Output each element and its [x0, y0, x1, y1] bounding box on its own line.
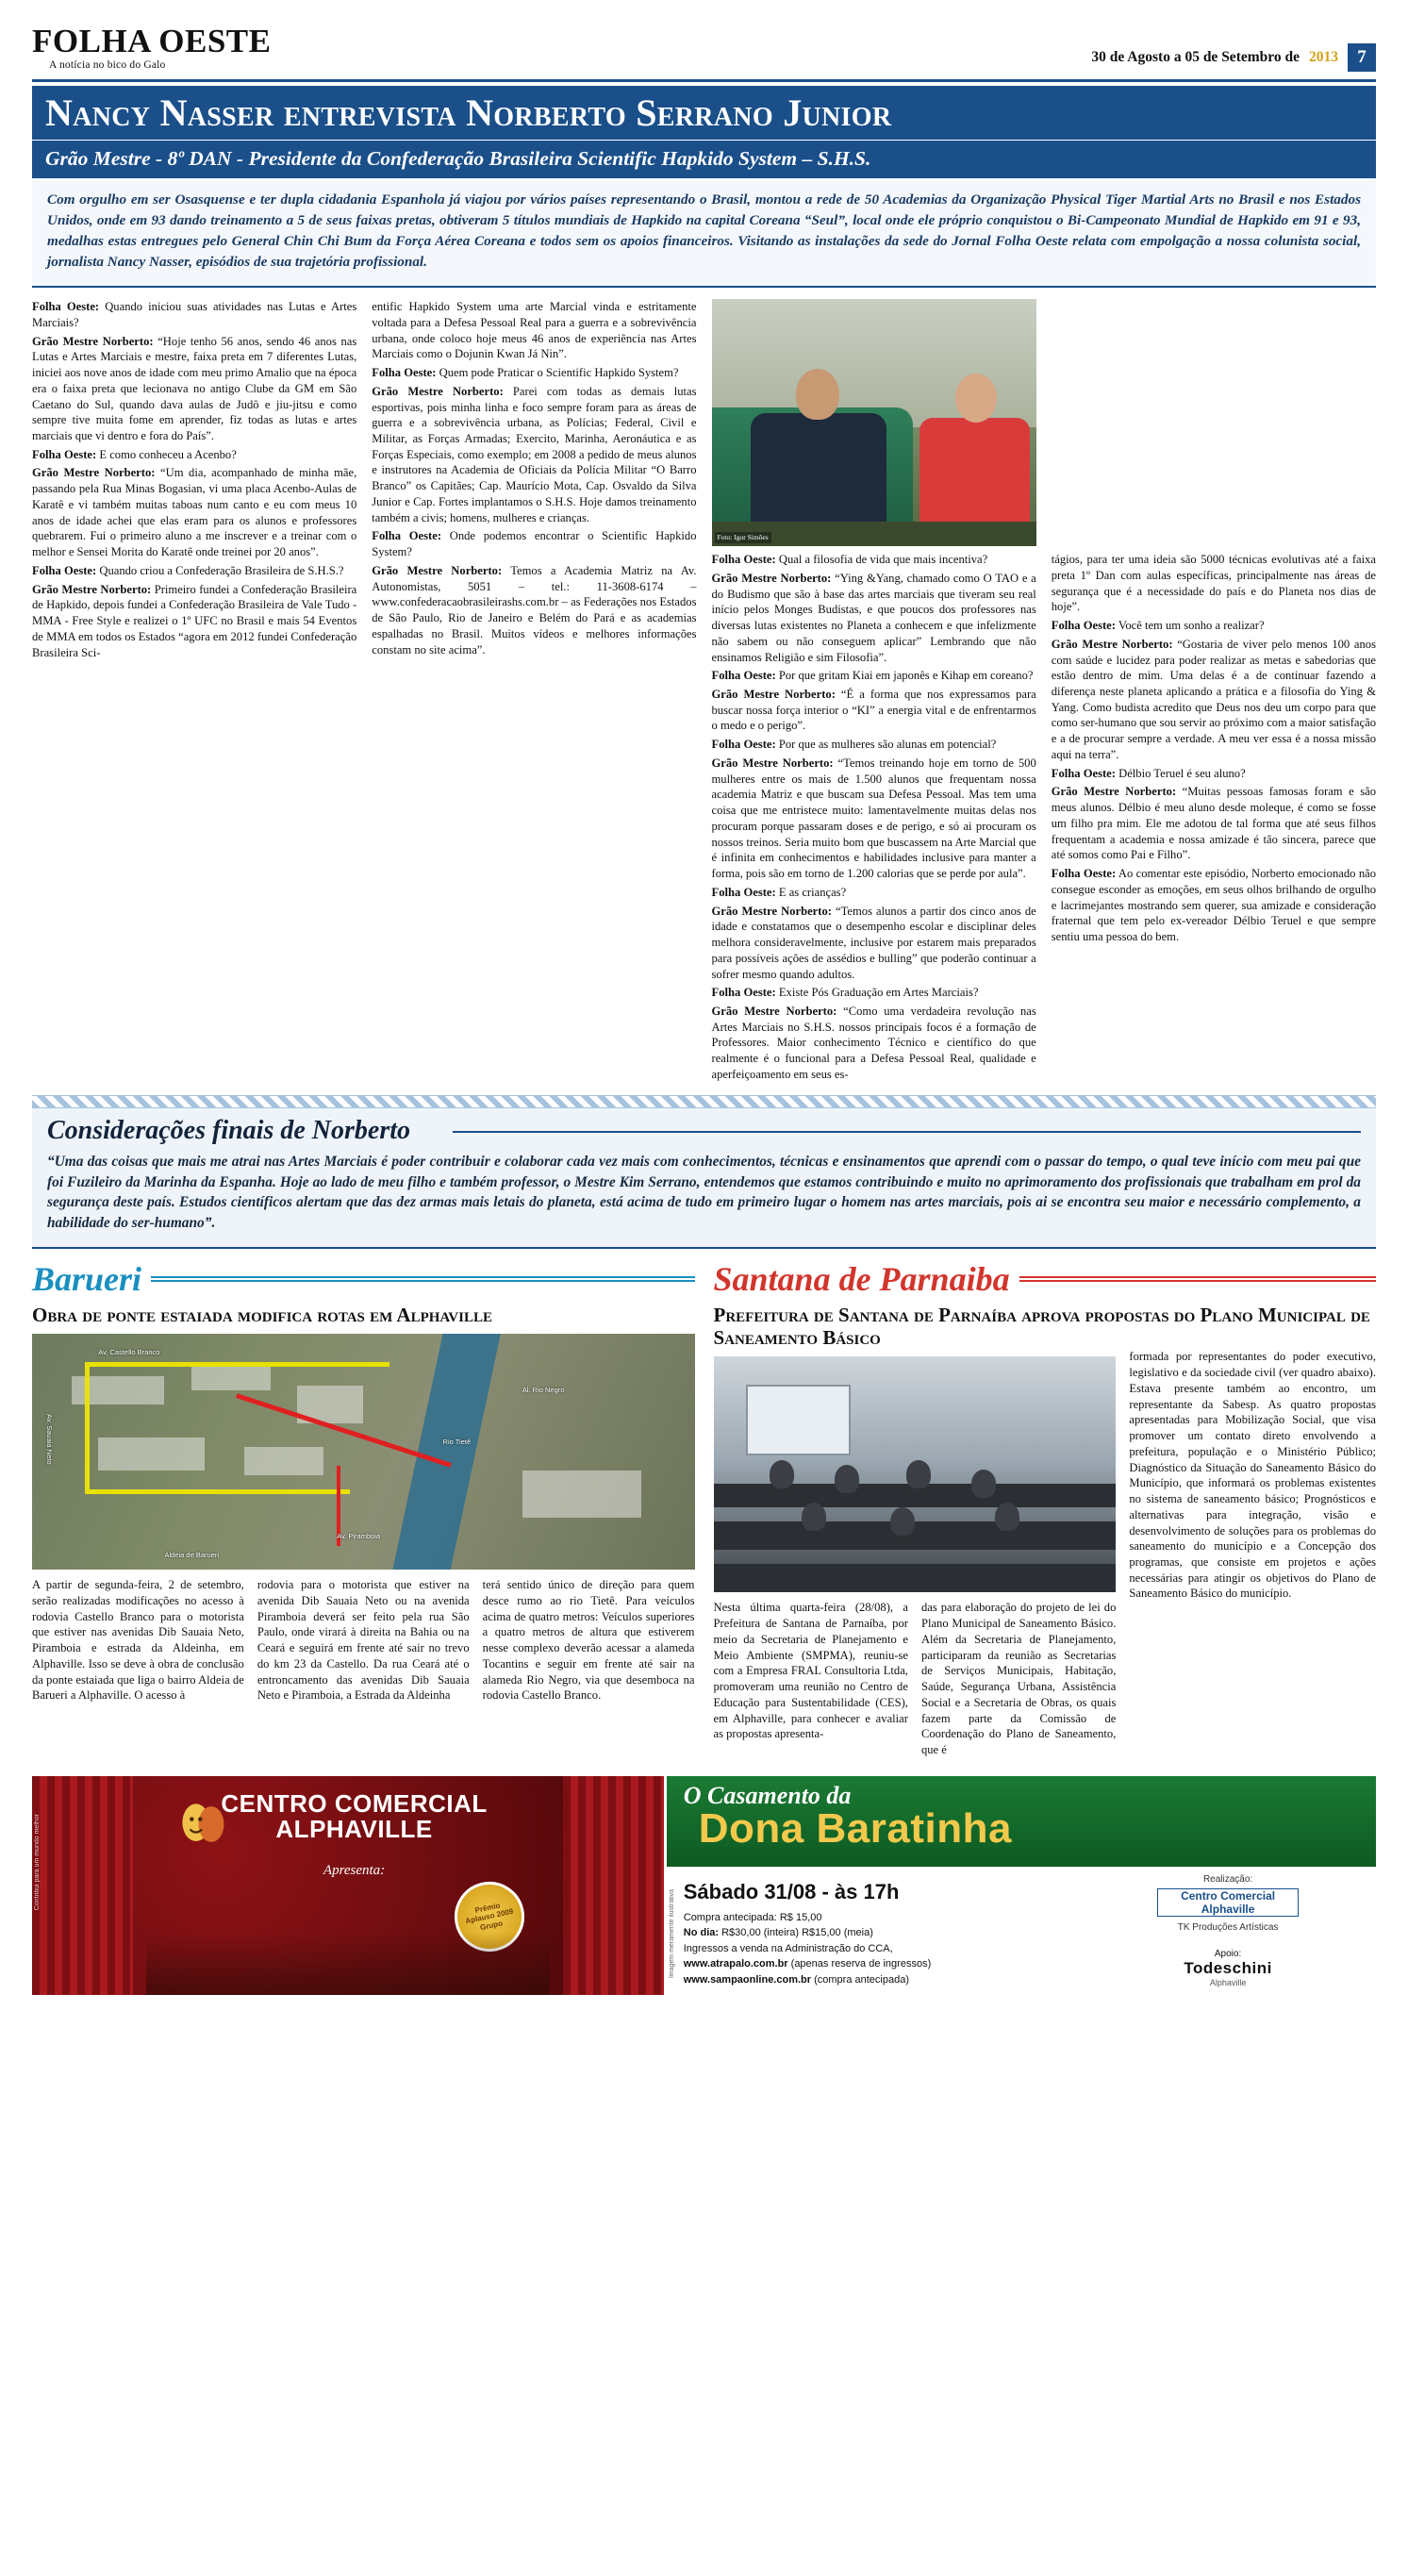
barueri-headline: Obra de ponte estaiada modifica rotas em Alphaville — [32, 1304, 492, 1327]
tickets-note: Ingressos a venda na Administração do CCA, — [683, 1942, 893, 1954]
realizacao-logo: Centro Comercial Alphaville — [1157, 1888, 1299, 1917]
masthead-brand — [32, 25, 272, 72]
award-seal: Prêmio Aplauso 2009 Grupo — [449, 1875, 532, 1958]
ad-site-2-note: (compra antecipada) — [814, 1973, 909, 1986]
qa-text: Quando iniciou suas atividades nas Lutas e Artes Marciais? — [32, 300, 357, 329]
map-label: Av. Castello Branco — [98, 1348, 160, 1357]
qa-speaker: Grão Mestre Norberto: — [1051, 637, 1173, 651]
photo-scene — [712, 299, 1036, 546]
price-door-value: R$30,00 (inteira) R$15,00 (meia) — [721, 1927, 873, 1939]
ad-apoio — [1093, 1949, 1363, 1987]
qa-speaker: Grão Mestre Norberto: — [32, 334, 154, 348]
qa-item — [32, 563, 356, 579]
qa-speaker: Grão Mestre Norberto: — [711, 756, 834, 770]
final-considerations-box — [32, 1108, 1376, 1250]
qa-item — [1052, 552, 1376, 615]
ad-site-1[interactable]: www.atrapalo.com.br — [683, 1958, 788, 1970]
photo-credit: Foto: Igor Simões — [715, 532, 771, 543]
qa-speaker: Folha Oeste: — [711, 553, 776, 567]
ad-ticket-info — [684, 1910, 1081, 1988]
qa-item — [712, 571, 1036, 665]
paragraph: Nesta última quarta-feira (28/08), a Prefeitura de Santana de Parnaíba, por meio da Secretaria de Planejamento e Meio Ambiente (SMPMA), reuniu-se com a Empresa FRAL Consultoria Ltda, promoveram uma reunião no Centro de Educação para Sustentabilidade (CES), em Alphaville, para conhecer e avaliar as propostas apresenta- — [713, 1601, 908, 1741]
barueri-rule — [151, 1276, 694, 1282]
paragraph: formada por representantes do poder executivo, legislativo e da sociedade civil (ver quadro abaixo). Estava presente também ao encontro, um representante da Sabesp. As quatro propostas apresentadas para Mobilização Social, que visa promover um contato direto envolvendo a prefeitura, população e o Ministério Público; Diagnóstico da Situação do Saneamento Básico do Município, que informará os problemas existentes no sistema de saneamento básico; Prognósticos e alternativas para integração, visão e desenvolvimento de soluções para os problemas do saneamento do município e a Concepção dos programas, que consiste em projetos e ações necessárias para atingir os objetivos do Plano de Saneamento Básico do município. — [1129, 1350, 1376, 1601]
masthead-dateline — [1091, 43, 1376, 72]
ad-site-2[interactable]: www.sampaonline.com.br — [683, 1973, 812, 1986]
article-subhead: Grão Mestre - 8º DAN - Presidente da Confederação Brasileira Scientific Hapkido System – S.H.S. — [45, 147, 871, 171]
ad-banner — [667, 1776, 1376, 1867]
curtain-right — [563, 1776, 664, 1995]
qa-item — [712, 552, 1036, 568]
paragraph: rodovia para o motorista que estiver na avenida Dib Sauaia Neto ou na avenida Piramboia deverá ser feito pela rua São Paulo, onde virará à direita na Bahia ou na Ceará e seguirá em frente até sair no trevo do km 23 da Castello. Da rua Ceará até o entroncamento das avenidas Dib Sauaia Neto e Piramboia, a Estrada da Aldeinha — [257, 1578, 470, 1703]
headline-band — [32, 86, 1376, 141]
santana-title-row — [713, 1260, 1377, 1299]
price-door — [684, 1925, 1081, 1941]
meeting-scene — [714, 1356, 1117, 1592]
decorative-divider — [32, 1095, 1376, 1108]
paragraph: das para elaboração do projeto de lei do Plano Municipal de Saneamento Básico. Além da Secretaria de Planejamento, participaram da reunião as Secretarias de Serviços Municipais, Habitação, Saúde, Segurança Urbana, Assistência Social e a Secretaria de Obras, os quais fazem parte da Comissão de Coordenação do Plano de Saneamento, que é — [920, 1601, 1117, 1757]
interview-column-4 — [1052, 299, 1376, 1086]
ad-right-credit: Imagem meramente ilustrativa — [668, 1888, 675, 1978]
qa-item — [712, 985, 1036, 1001]
qa-text: Quem pode Praticar o Scientific Hapkido System? — [436, 366, 679, 380]
santana-city-name: Santana de Parnaiba — [713, 1260, 1010, 1299]
masthead-rule — [32, 79, 1376, 82]
partner-logo: TK Produções Artísticas — [1177, 1921, 1279, 1933]
qa-speaker: Grão Mestre Norberto: — [372, 384, 504, 398]
qa-speaker: Folha Oeste: — [32, 300, 100, 314]
barueri-city-name: Barueri — [32, 1260, 142, 1299]
final-considerations-title: Considerações finais de Norberto — [47, 1116, 1361, 1146]
qa-item — [32, 582, 356, 661]
santana-body-col-2 — [921, 1600, 1116, 1760]
barueri-body — [32, 1577, 695, 1706]
ad-realizacao — [1093, 1874, 1363, 1933]
ad-dona-baratinha[interactable] — [664, 1776, 1376, 1995]
map-label: Av. Piramboia — [337, 1532, 381, 1541]
qa-text: E as crianças? — [775, 885, 847, 899]
barueri-body-col-3 — [483, 1577, 695, 1706]
qa-speaker: Folha Oeste: — [711, 669, 776, 683]
barueri-title-row — [32, 1260, 695, 1299]
qa-speaker: Grão Mestre Norberto: — [1051, 785, 1177, 799]
ad-title — [158, 1788, 550, 1844]
realizacao-label: Realização: — [1202, 1873, 1253, 1885]
qa-item — [712, 668, 1036, 684]
qa-speaker: Folha Oeste: — [32, 563, 97, 577]
barueri-body-col-2 — [257, 1577, 470, 1706]
city-sections — [32, 1262, 1376, 1761]
qa-item — [712, 904, 1036, 983]
price-door-label: No dia: — [683, 1927, 720, 1939]
qa-item — [712, 687, 1036, 734]
qa-text: Por que as mulheres são alunas em potencial? — [775, 738, 997, 752]
masthead-title: FOLHA OESTE — [32, 23, 272, 59]
santana-rule — [1019, 1276, 1376, 1282]
qa-text: Qual a filosofia de vida que mais incentiva? — [775, 553, 988, 567]
section-barueri — [32, 1262, 695, 1761]
santana-body-col-3 — [1129, 1349, 1376, 1760]
advertisements — [32, 1776, 1376, 1995]
qa-item — [1052, 866, 1376, 945]
santana-meeting-photo — [714, 1356, 1117, 1592]
qa-speaker: Folha Oeste: — [711, 986, 776, 1000]
interview-column-1 — [32, 299, 356, 1086]
photo-spacer — [1052, 299, 1376, 546]
qa-item — [712, 737, 1036, 753]
ad-site-1-row — [684, 1956, 1081, 1972]
qa-item — [712, 756, 1036, 882]
paragraph: A partir de segunda-feira, 2 de setembro, serão realizadas modificações no acesso à rodovia Castello Branco para o motorista que estiver nas avenidas Dib Sauaia Neto, Piramboia e estrada da Aldeinha, em Alphaville. Isso se deve à obra de conclusão da ponte estaiada que liga o bairro Aldeia de Barueri a Alphaville. O acesso à — [32, 1578, 244, 1703]
qa-speaker: Grão Mestre Norberto: — [32, 582, 152, 596]
qa-speaker: Grão Mestre Norberto: — [711, 688, 836, 702]
qa-text: “É a forma que nos expressamos para buscar nossa força interior o “KI” a energia vital e de enfrentarmos o medo e o perigo”. — [711, 688, 1036, 733]
aerial-map — [32, 1334, 695, 1570]
qa-text: Por que gritam Kiai em japonês e Kihap em coreano? — [775, 669, 1034, 683]
masthead — [32, 25, 1376, 77]
final-considerations-text: “Uma das coisas que mais me atrai nas Artes Marciais é poder contribuir e colaborar cada vez mais com conhecimentos, técnicas e ensinamentos que aprendi com o passar do tempo, o qual teve início com meu pai que foi Fuzileiro da Marinha da Espanha. Hoje ao lado de meu filho e também professor, o Mestre Kim Serrano, entendemos que estamos contribuindo e muito no aprimoramento dos profissionais que trabalham em prol da segurança deste país. Estudos científicos alertam que das dez armas mais letais do planeta, está acima de tudo em primeiro lugar o homem nas artes marciais, pois ai se encontra seu maior e necessário complemento, a habilidade do ser-humano”. — [47, 1153, 1361, 1232]
qa-speaker: Folha Oeste: — [1051, 766, 1116, 780]
qa-item — [1052, 637, 1376, 763]
barueri-map-photo — [32, 1334, 695, 1570]
qa-text: entific Hapkido System uma arte Marcial vinda e estritamente voltada para a Defesa Pessoal Real para a guerra e a sobrevivência urbana, onde coloco hoje meus 46 anos de experiência nas Artes Marciais como o Dojunin Kwan Já Nin”. — [372, 300, 697, 361]
qa-text: “Temos alunos a partir dos cinco anos de idade e constatamos que o desempenho escolar e disciplinar deles melhora consideravelmente, inclusive por estarem mais preparados para possíveis ações de assédios e bulling” que poderão continuar a sofrer mesmo quando adultos. — [711, 904, 1036, 981]
ad-show-title-line2: Dona Baratinha — [698, 1804, 1012, 1852]
qa-speaker: Folha Oeste: — [372, 529, 442, 543]
ad-title-line2: ALPHAVILLE — [275, 1815, 433, 1844]
interview-column-3 — [712, 299, 1036, 1086]
interview-columns — [32, 288, 1376, 1086]
qa-speaker: Folha Oeste: — [1051, 619, 1116, 633]
ad-presents-label: Apresenta: — [323, 1862, 386, 1878]
paragraph: terá sentido único de direção para quem desce rumo ao rio Tietê. Para veículos acima de quatro metros: Veículos superiores a quatro metros de altura que estiverem nesse complexo deverão acessar a alameda Tocantins e seguir em frente até sair na alameda Rio Negro, via que desemboca na rodovia Castello Branco. — [482, 1578, 695, 1703]
lead-paragraph-box — [32, 178, 1376, 288]
qa-text: Primeiro fundei a Confederação Brasileira de Hapkido, depois fundei a Confederação Brasileira de Vale Tudo - MMA - Free Style e realizei o 1º UFC no Brasil e mais 54 Eventos de MMA em todos os Estados “agora em 2012 fundei Confederação Brasileira Sci- — [32, 582, 357, 659]
qa-item — [32, 334, 356, 444]
ad-centro-comercial[interactable] — [32, 1776, 664, 1995]
qa-item — [32, 447, 356, 463]
qa-speaker: Grão Mestre Norberto: — [711, 1004, 837, 1018]
ad-show-title-line1: O Casamento da — [683, 1781, 852, 1809]
qa-text: Délbio Teruel é seu aluno? — [1115, 766, 1246, 780]
qa-item — [1052, 618, 1376, 634]
qa-text: “Como uma verdadeira revolução nas Artes Marciais no S.H.S. nossos principais focos é a formação de Professores. Maior conhecimento Técnico e científico do que realmente é o funcional para a Defesa Pessoal Real, qualidade e aperfeiçoamento em seus es- — [711, 1004, 1036, 1081]
lead-paragraph: Com orgulho em ser Osasquense e ter dupla cidadania Espanhola já viajou por vários países representando o Brasil, montou a rede de 50 Academias da Organização Physical Tiger Martial Arts no Brasil e nos Estados Unidos, onde em 93 dando treinamento a 5 de seus faixas pretas, obtiveram 5 títulos mundiais de Hapkido na capital Coreana “Seul”, local onde ele próprio conquistou o Bi-Campeonato Mundial de Hapkido em 91 e 93, medalhas estas entregues pelo General Chin Chi Bum da Força Aérea Coreana e todos sem os apoios financeiros. Visitando as instalações da sede do Jornal Folha Oeste relata com empolgação a nossa colunista social, jornalista Nancy Nasser, episódios de sua trajetória profissional. — [47, 191, 1361, 271]
qa-speaker: Folha Oeste: — [372, 366, 437, 380]
map-label: Al. Rio Negro — [522, 1386, 565, 1395]
ad-title-line1: CENTRO COMERCIAL — [221, 1788, 488, 1818]
map-label: Rio Tietê — [442, 1438, 472, 1447]
section-santana — [714, 1262, 1377, 1761]
qa-item — [372, 528, 696, 559]
ad-site-2-row — [684, 1972, 1081, 1988]
qa-item — [32, 299, 356, 330]
apoio-brand-sub: Alphaville — [1209, 1977, 1247, 1987]
qa-text: Quando criou a Confederação Brasileira de S.H.S.? — [96, 563, 344, 577]
apoio-brand: Todeschini — [1184, 1958, 1272, 1977]
qa-text: Temos a Academia Matriz na Av. Autonomistas, 5051 – tel.: 11-3608-6174 – www.confederacaobrasileirashs.com.br – as Federações nos Estados de São Paulo, Rio de Janeiro e Belém do Pará e as academias espalhadas no Brasil. Muitos vídeos e melhores informações constam no site acima”. — [372, 563, 697, 656]
interview-column-2 — [372, 299, 696, 1086]
qa-speaker: Grão Mestre Norberto: — [711, 571, 832, 585]
article-headline: Nancy Nasser entrevista Norberto Serrano Junior — [45, 91, 892, 134]
qa-item — [372, 299, 696, 362]
qa-item — [712, 1004, 1036, 1083]
qa-text: E como conheceu a Acenbo? — [96, 447, 237, 461]
qa-item — [32, 465, 356, 559]
qa-text: “Gostaria de viver pelo menos 100 anos com saúde e lucidez para poder realizar as metas e sabedorias que estão dentro de mim. Uma delas é a de continuar fazendo a diferença neste planeta aplicando a prática e a filosofia do Ying & Yang. Como budista acredito que Deus nos deu um corpo para que como ser-humano que sou servir ao próximo com a maior satisfação e a de procurar sempre a verdade. A meu ver essa é a nossa missão aqui na terra”. — [1051, 637, 1376, 761]
qa-speaker: Folha Oeste: — [1051, 867, 1117, 881]
santana-body-col-1 — [714, 1600, 908, 1760]
issue-year: 2013 — [1309, 48, 1338, 65]
santana-headline: Prefeitura de Santana de Parnaíba aprova propostas do Plano Municipal de Saneamento Básico — [713, 1304, 1370, 1350]
qa-text: Parei com todas as demais lutas esportivas, pois minha linha e foco sempre foram para as áreas de guerra e a sobrevivência urbana, as Polícias; Federal, Civil e Militar, as Forças Armadas; Exercito, Marinha, Aeronáutica e as Forças Especiais, como exemplo; em 2008 a pedido de meus alunos e instrutores na Academia de Oficiais da Polícia Militar “O Barro Branco” os Capitães; Cap. Maurício Mota, Cap. Osvaldo da Silva Junior e Cap. Fortes implantamos o S.H.S. Hoje damos treinamento também a civis; homens, mulheres e crianças. — [372, 384, 697, 524]
interview-photo — [712, 299, 1036, 546]
qa-speaker: Folha Oeste: — [711, 738, 776, 752]
apoio-label: Apoio: — [1214, 1948, 1242, 1959]
barueri-body-col-1 — [32, 1577, 244, 1706]
qa-speaker: Folha Oeste: — [711, 885, 776, 899]
curtain-left — [32, 1776, 133, 1995]
map-label: Av. Sauaia Neto — [45, 1414, 55, 1465]
qa-item — [372, 384, 696, 526]
qa-text: Onde podemos encontrar o Scientific Hapkido System? — [372, 529, 697, 559]
qa-text: “Hoje tenho 56 anos, sendo 46 anos nas Lutas e Artes Marciais e mestre, faixa preta em 7 diferentes Lutas, iniciei aos nove anos de idade com meu primo Amalio que na época era o faixa preta que lecionava no antigo Clube da GM em São Caetano do Sul, quando dava aulas de Judô e jiu-jitsu e como sempre tive muita fome em aprender, fiz todas as lutas e artes marciais que vi dentro e fora do País”. — [32, 334, 357, 443]
qa-speaker: Grão Mestre Norberto: — [32, 466, 156, 480]
qa-item — [372, 365, 696, 381]
qa-text: “Um dia, acompanhado de minha mãe, passando pela Rua Minas Bogasian, vi uma placa Acenbo-Aulas de Karatê e vi também muitas taboas num canto e eu com meus 10 anos de idade achei que elas eram para os alunos e professores quebrarem. Fui o primeiro aluno a me inscrever e a treinar com o melhor e Sensei Morita do Karatê onde treinei por 20 anos”. — [32, 466, 357, 559]
qa-text: tágios, para ter uma ideia são 5000 técnicas evolutivas até a faixa preta 1º Dan com aulas específicas, principalmente nas áreas de segurança que é a necessidade do país e do Planeta nos dias de hoje”. — [1051, 553, 1376, 614]
qa-item — [1052, 784, 1376, 863]
qa-item — [1052, 766, 1376, 782]
qa-text: Ao comentar este episódio, Norberto emocionado não consegue esconder as emoções, em seus olhos brilhando de orgulho e lacrimejantes mostrando sem querer, sua amizade e consideração fraternal que tem pelo ex-vereador Délbio Teruel e que sempre sentiu uma pessoa do bem. — [1051, 867, 1376, 944]
qa-text: Você tem um sonho a realizar? — [1115, 619, 1265, 633]
santana-body-top — [714, 1600, 1117, 1760]
masthead-tagline: A notícia no bico do Galo — [49, 59, 166, 71]
qa-speaker: Grão Mestre Norberto: — [711, 904, 832, 918]
qa-speaker: Folha Oeste: — [32, 447, 97, 461]
page-number: 7 — [1348, 43, 1376, 72]
qa-item — [712, 885, 1036, 901]
qa-text: Existe Pós Graduação em Artes Marciais? — [775, 986, 979, 1000]
map-label: Aldeia de Barueri — [164, 1551, 220, 1560]
qa-speaker: Grão Mestre Norberto: — [372, 563, 503, 577]
qa-text: “Ying &Yang, chamado como O TAO e a do Budismo que são à base das artes marciais que tiveram seu real início pelos Monges Budistas, e que poucos dos professores nas diversas lutas existentes no Planeta a conhecem e que infelizmente não sabem ou não conseguem aplicar” Lembrando que não ensinamos Religião e sim Filosofia”. — [711, 571, 1036, 664]
ad-left-credit: Contribui para um mundo melhor — [34, 1813, 41, 1911]
price-advance: Compra antecipada: R$ 15,00 — [683, 1911, 822, 1923]
subhead-band — [32, 140, 1376, 178]
qa-text: “Muitas pessoas famosas foram e são meus alunos. Délbio é meu aluno desde moleque, é como se fosse um filho pra mim. Ele me adotou de tal forma que até seus filhos frequentam a academia e nossa amizade é tão sincera, parece que até somos como Pai e Filho”. — [1051, 785, 1376, 862]
qa-item — [372, 563, 696, 657]
qa-text: “Temos treinando hoje em torno de 500 mulheres entre os mais de 1.500 alunos que frequentam nossa academia Matriz e que buscam sua Defesa Pessoal. Mas tem uma coisa que me entristece muito: lamentavelmente muitas delas nos procuram porque passaram doses e de perigo, e só ai procuram os nossos treinos. Seria muito bom que buscassem na Arte Marcial que é infinita em conhecimentos e habilidades inclusive para manter a forma, pois são em torno de 1.200 calorias que se perde por aula”. — [711, 756, 1036, 881]
ad-show-date: Sábado 31/08 - às 17h — [683, 1879, 900, 1903]
ad-site-1-note: (apenas reserva de ingressos) — [790, 1958, 932, 1970]
issue-date: 30 de Agosto a 05 de Setembro de — [1091, 48, 1300, 65]
performers-image — [146, 1933, 551, 1995]
